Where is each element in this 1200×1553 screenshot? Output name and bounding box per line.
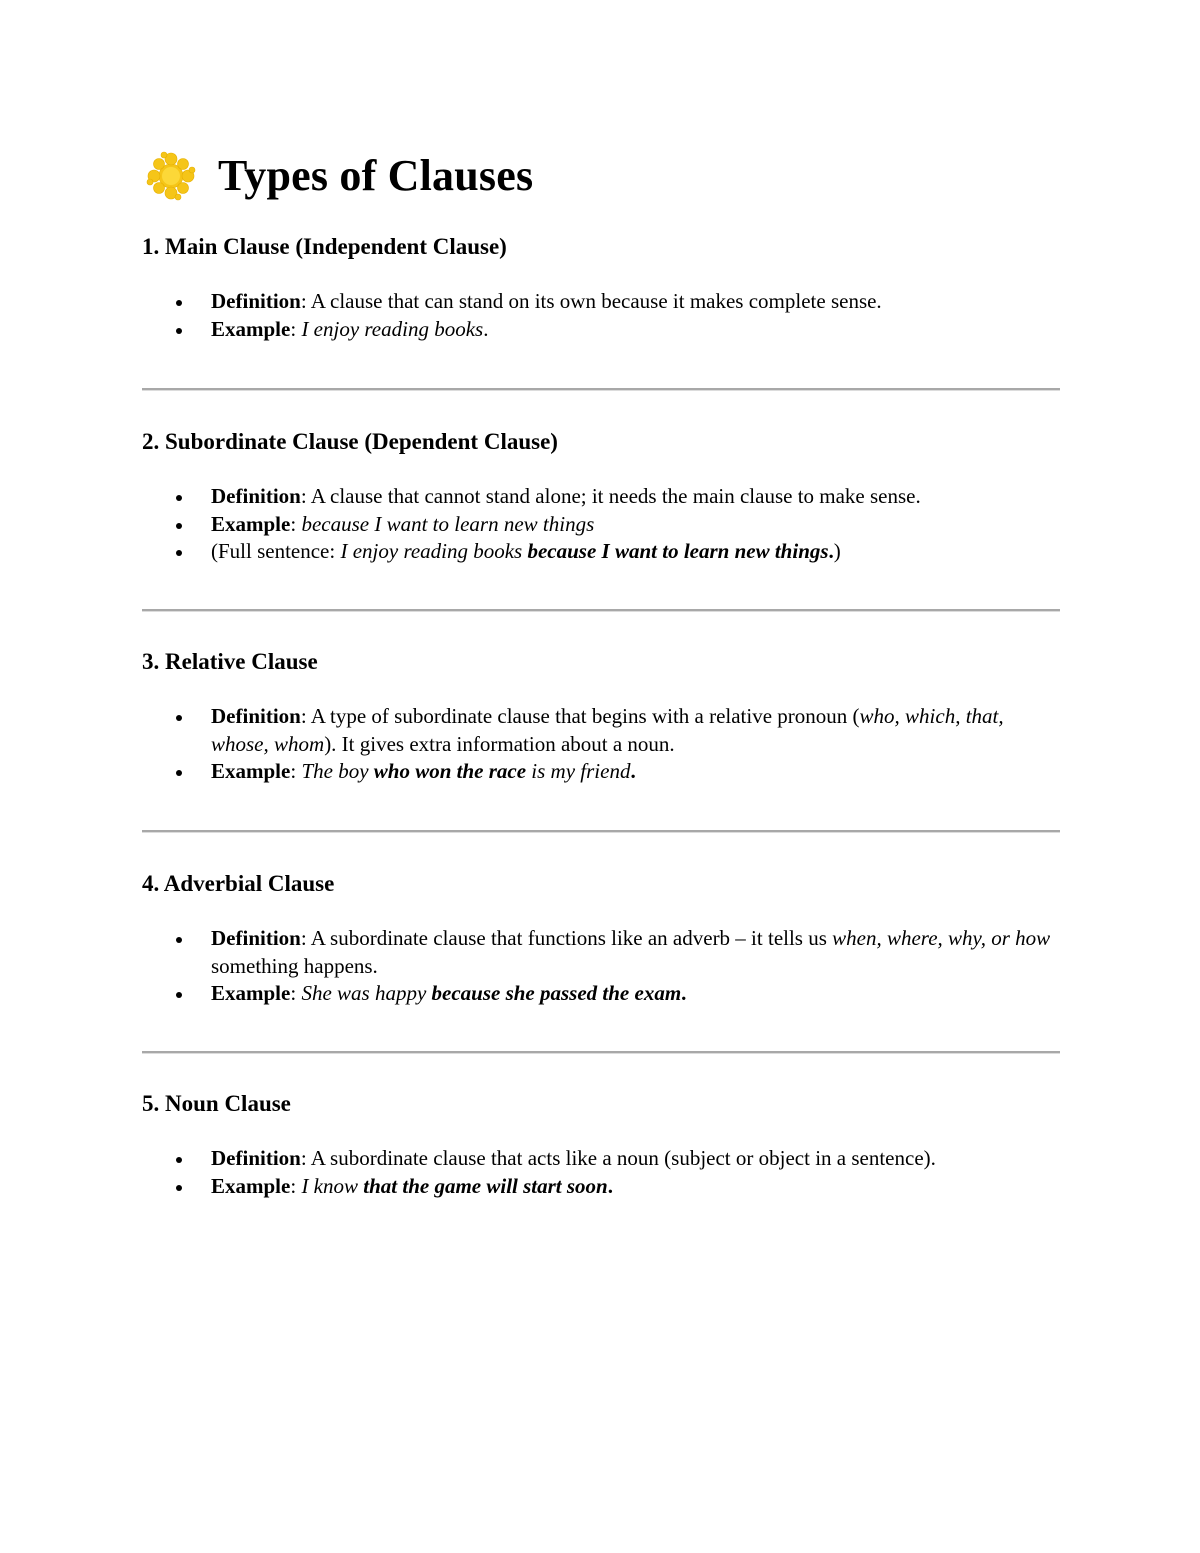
section-heading: 5. Noun Clause (142, 1091, 291, 1116)
definition-text: : A type of subordinate clause that begins with a relative pronoun ( (300, 704, 860, 728)
definition-label: Definition (211, 926, 301, 950)
definition-label: Definition (211, 484, 301, 508)
list-item-definition (142, 925, 1060, 980)
section-heading: 4. Adverbial Clause (142, 871, 335, 896)
full-sentence-open: (Full sentence: (211, 539, 341, 563)
example-end: . (483, 316, 489, 341)
example-bold: that the game will start soon (363, 1173, 608, 1198)
example-end: . (630, 759, 636, 783)
example-separator: : (290, 759, 302, 783)
horizontal-divider (142, 1051, 1060, 1054)
example-label: Example (211, 1173, 291, 1198)
full-sentence-bold: because I want to learn new things (527, 539, 829, 563)
horizontal-divider (142, 388, 1060, 391)
title-text: Types of Clauses (218, 151, 534, 200)
full-sentence-italic: I enjoy reading books (340, 539, 528, 563)
example-text: She was happy (301, 981, 432, 1005)
list-item-definition (142, 703, 1060, 758)
section-heading: 2. Subordinate Clause (Dependent Clause) (142, 429, 558, 454)
definition-text: : A clause that can stand on its own because it makes complete sense. (300, 289, 882, 313)
horizontal-divider (142, 830, 1060, 833)
section-adverbial-clause (142, 869, 1060, 1008)
definition-text-end: something happens. (211, 953, 378, 978)
section-main-clause (142, 232, 1060, 343)
full-sentence-close: ) (833, 539, 841, 563)
section-subordinate-clause (142, 427, 1060, 566)
list-item-example (142, 758, 1060, 786)
list-item-definition (142, 483, 1060, 511)
example-separator: : (290, 1173, 302, 1198)
example-end: . (681, 981, 687, 1005)
example-bold: because she passed the exam (431, 981, 682, 1005)
example-text: I know (301, 1173, 364, 1198)
example-separator: : (290, 981, 302, 1005)
definition-label: Definition (211, 704, 301, 728)
definition-text-end: ). It gives extra information about a noun. (324, 731, 675, 756)
section-relative-clause (142, 647, 1060, 786)
example-label: Example (211, 316, 291, 341)
example-label: Example (211, 981, 291, 1005)
list-item-definition (142, 1145, 1060, 1173)
bullet-list (142, 483, 1060, 566)
example-separator: : (290, 511, 302, 536)
list-item-definition (142, 288, 1060, 316)
example-text: I enjoy reading books (301, 316, 484, 341)
list-item-example (142, 316, 1060, 344)
bullet-list (142, 288, 1060, 343)
section-noun-clause (142, 1089, 1060, 1200)
list-item-example (142, 980, 1060, 1008)
list-item-full-sentence (142, 538, 1060, 566)
definition-text: : A subordinate clause that acts like a noun (subject or object in a sentence). (300, 1146, 936, 1170)
list-item-example (142, 511, 1060, 539)
full-sentence-end: . (828, 539, 834, 563)
example-text: because I want to learn new things (301, 511, 595, 536)
horizontal-divider (142, 609, 1060, 612)
example-label: Example (211, 759, 291, 783)
section-heading: 3. Relative Clause (142, 649, 318, 674)
section-heading: 1. Main Clause (Independent Clause) (142, 234, 507, 259)
definition-italic: when, where, why, or how (832, 926, 1051, 950)
sun-burst-icon (144, 149, 198, 203)
example-label: Example (211, 511, 291, 536)
example-text: The boy (301, 759, 374, 783)
definition-label: Definition (211, 1146, 301, 1170)
example-text-end: is my friend (526, 759, 631, 783)
definition-label: Definition (211, 289, 301, 313)
bullet-list (142, 1145, 1060, 1200)
example-end: . (607, 1173, 613, 1198)
bullet-list (142, 925, 1060, 1008)
bullet-list (142, 703, 1060, 786)
example-separator: : (290, 316, 302, 341)
definition-text: : A subordinate clause that functions like an adverb – it tells us (300, 926, 833, 950)
definition-italic: who, which, that, whose, whom (211, 704, 1004, 756)
example-bold: who won the race (373, 759, 527, 783)
definition-text: : A clause that cannot stand alone; it needs the main clause to make sense. (300, 484, 921, 508)
list-item-example (142, 1173, 1060, 1201)
document-title (144, 146, 533, 206)
